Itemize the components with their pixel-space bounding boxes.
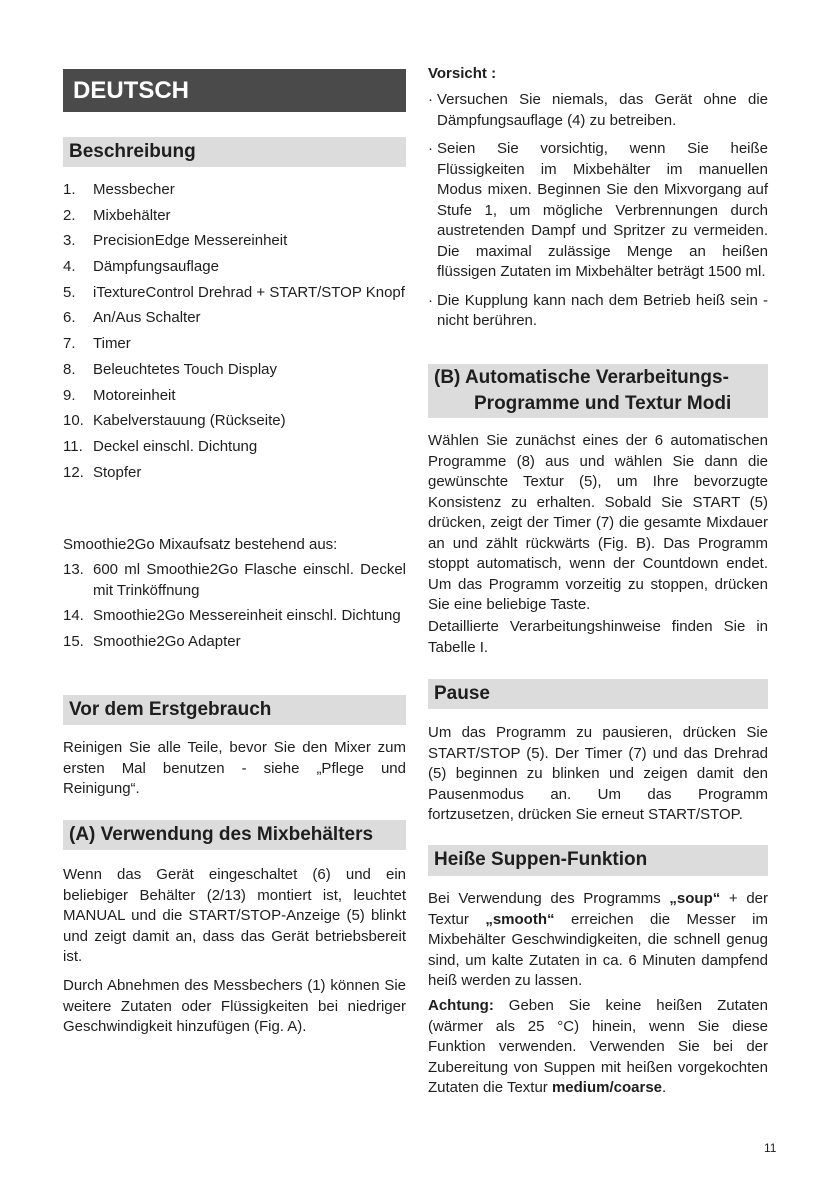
section-title-b-line1: (B) Automatische Verarbeitungs- [434, 367, 729, 388]
item-number: 14. [63, 607, 84, 625]
bullet-text: Versuchen Sie niemals, das Gerät ohne die Dämpfungsauflage (4) zu betreiben. [437, 91, 768, 129]
text: Geben Sie keine heißen Zutaten (wärmer als 25 °C) hinein, wenn Sie diese Funktion verwenden. Verwenden Sie bei der Zubereitung von Suppen mit heißen vorgekochten Zutaten die Textur [428, 997, 768, 1096]
suppe-paragraph-1 [428, 889, 768, 992]
item-number: 1. [63, 181, 76, 198]
vorsicht-list [428, 90, 768, 340]
item-number: 4. [63, 258, 76, 276]
list-item [63, 206, 406, 227]
list-item [63, 437, 406, 458]
vorsicht-title: Vorsicht : [428, 65, 497, 82]
smoothie-parts-list [63, 560, 406, 658]
text: erreichen die Messer im Mixbehälter Geschwindigkeiten, die schnell genug sind, um kalte Zutaten in ca. 6 Minuten dampfend heiß werden zu lassen. [428, 910, 769, 989]
bullet-item [428, 291, 768, 332]
page-number: 11 [764, 1141, 777, 1155]
section-title-beschreibung: Beschreibung [63, 137, 406, 167]
section-a-paragraph-2: Durch Abnehmen des Messbechers (1) können Sie weitere Zutaten oder Flüssigkeiten bei niedriger Geschwindigkeit hinzufügen (Fig. A). [63, 977, 406, 1035]
text: . [662, 1079, 667, 1096]
section-b-paragraph-1: Wählen Sie zunächst eines der 6 automatischen Programme (8) aus und wählen Sie dann die gewünschte Textur (5), um Ihre bevorzugte Konsistenz zu erhalten. Sobald Sie START (5) drücken, zeigt der Timer (7) die gesamte Mixdauer an und zählt rückwärts (Fig. B). Das Programm stoppt automatisch, wenn der Countdown endet. Um das Programm vorzeitig zu stoppen, drücken Sie eine beliebige Taste. [428, 432, 768, 613]
achtung-label: Achtung: [428, 997, 494, 1014]
item-text: PrecisionEdge Messereinheit [93, 232, 288, 250]
item-text: Timer [93, 335, 131, 353]
text: Bei Verwendung des Programms [428, 890, 670, 907]
item-number: 7. [63, 335, 76, 353]
item-text: Messbecher [93, 181, 175, 198]
item-number: 8. [63, 360, 76, 378]
list-item [63, 560, 406, 601]
list-item [63, 606, 406, 627]
item-number: 15. [63, 632, 84, 650]
item-number: 3. [63, 232, 76, 250]
item-text: iTextureControl Drehrad + START/STOP Knopf [93, 283, 405, 301]
smoothie-intro: Smoothie2Go Mixaufsatz bestehend aus: [63, 536, 338, 553]
list-item [63, 386, 406, 407]
section-title-erstgebrauch: Vor dem Erstgebrauch [63, 695, 406, 725]
item-number: 9. [63, 386, 76, 404]
bullet-icon: · [428, 140, 433, 157]
item-number: 12. [63, 463, 84, 481]
item-text: Dämpfungsauflage [93, 258, 219, 276]
item-number: 5. [63, 283, 76, 301]
parts-list [63, 180, 406, 488]
item-text: An/Aus Schalter [93, 309, 201, 327]
list-item [63, 308, 406, 329]
item-text: Stopfer [93, 463, 142, 481]
texture-medium-coarse: medium/coarse [551, 1079, 663, 1096]
item-text: Mixbehälter [93, 206, 171, 224]
item-number: 11. [63, 437, 83, 455]
item-number: 10. [63, 412, 84, 430]
erstgebrauch-text: Reinigen Sie alle Teile, bevor Sie den Mixer zum ersten Mal benutzen - siehe „Pflege und Reinigung“. [63, 739, 406, 797]
item-number: 6. [63, 309, 76, 327]
text: + der Textur [428, 890, 768, 928]
item-text: Smoothie2Go Adapter [93, 632, 241, 650]
list-item [63, 334, 406, 355]
suppe-paragraph-2 [428, 996, 768, 1099]
section-a-paragraph-1: Wenn das Gerät eingeschaltet (6) und ein beliebiger Behälter (2/13) montiert ist, leuchtet MANUAL und die START/STOP-Anzeige (5) blinkt und zeigt damit an, dass das Gerät betriebsbereit ist. [63, 866, 406, 965]
list-item [63, 231, 406, 252]
list-item [63, 257, 406, 278]
list-item [63, 463, 406, 484]
list-item [63, 283, 406, 304]
item-text: Beleuchtetes Touch Display [93, 360, 277, 378]
section-title-pause: Pause [428, 679, 768, 709]
item-text: 600 ml Smoothie2Go Flasche einschl. Deckel mit Trinköffnung [93, 561, 406, 599]
section-b-paragraph-2: Detaillierte Verarbeitungshinweise finden Sie in Tabelle I. [428, 618, 768, 656]
item-text: Kabelverstauung (Rückseite) [93, 412, 286, 430]
item-text: Smoothie2Go Messereinheit einschl. Dichtung [93, 607, 401, 625]
language-header: DEUTSCH [63, 69, 406, 112]
section-title-suppe: Heiße Suppen-Funktion [428, 845, 768, 876]
list-item [63, 411, 406, 432]
item-number: 13. [63, 561, 84, 578]
item-number: 2. [63, 206, 76, 224]
bullet-icon: · [428, 291, 433, 309]
bullet-item [428, 90, 768, 131]
section-title-a: (A) Verwendung des Mixbehälters [63, 820, 406, 850]
bullet-text: Seien Sie vorsichtig, wenn Sie heiße Flüssigkeiten im Mixbehälter im manuellen Modus mixen. Beginnen Sie den Mixvorgang auf Stufe 1, um mögliche Verbrennungen durch austretenden Dampf und Spritzer zu vermeiden. Die maximal zulässige Menge an heißen flüssigen Zutaten im Mixbehälter beträgt 1500 ml. [437, 140, 768, 280]
section-title-b-line2: Programme und Textur Modi [474, 393, 732, 414]
bullet-icon: · [428, 91, 433, 108]
item-text: Motoreinheit [93, 386, 176, 404]
list-item [63, 180, 406, 201]
list-item [63, 632, 406, 653]
bullet-text: Die Kupplung kann nach dem Betrieb heiß sein - nicht berühren. [437, 291, 768, 329]
bullet-item [428, 139, 768, 283]
list-item [63, 360, 406, 381]
section-title-b [428, 364, 768, 418]
program-soup: „soup“ [669, 890, 721, 907]
pause-text: Um das Programm zu pausieren, drücken Sie START/STOP (5). Der Timer (7) und das Drehrad (5) beginnen zu blinken und zeigen damit den Pausenmodus an. Um das Programm fortzusetzen, drücken Sie erneut START/STOP. [428, 724, 768, 823]
texture-smooth: „smooth“ [485, 910, 555, 928]
item-text: Deckel einschl. Dichtung [93, 437, 258, 455]
